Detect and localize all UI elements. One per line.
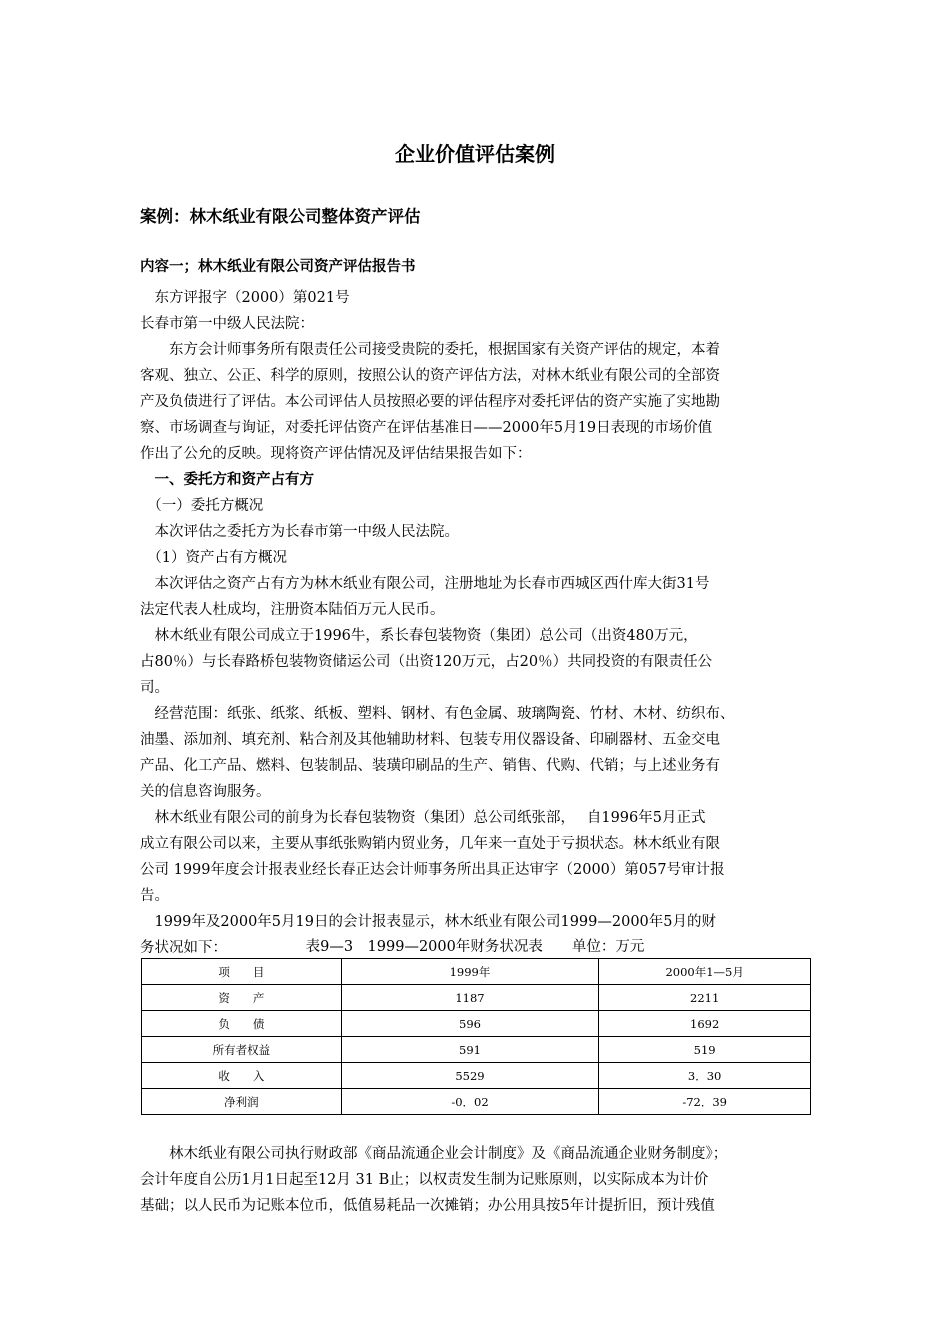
table-row [142,1063,811,1089]
table-cell: 资 产 [142,985,342,1011]
financial-table [141,958,811,1115]
paragraph-line: 产品、化工产品、燃料、包装制品、装璜印刷品的生产、销售、代购、代销；与上述业务有 [140,758,720,774]
table-cell: 2211 [599,985,811,1011]
report-number: 东方评报字（2000）第021号 [140,290,350,306]
table-cell: 所有者权益 [142,1037,342,1063]
table-header-cell: 项 目 [142,959,342,985]
table-cell: 1692 [599,1011,811,1037]
paragraph-line: 公司 1999年度会计报表业经长春正达会计师事务所出具正达审字（2000）第057号审计报 [140,862,725,878]
case-heading: 案例：林木纸业有限公司整体资产评估 [140,207,421,226]
paragraph-line: 本次评估之资产占有方为林木纸业有限公司，注册地址为长春市西城区西什库大街31号 [140,576,710,592]
paragraph-line: 作出了公允的反映。现将资产评估情况及评估结果报告如下： [140,446,532,462]
table-caption: 表9—3 1999—2000年财务状况表 单位：万元 [305,939,645,955]
paragraph-line: 占80％）与长春路桥包装物资储运公司（出资120万元，占20％）共同投资的有限责任公 [140,654,713,670]
subsection-heading: （一）委托方概况 [140,498,264,514]
table-cell: 591 [341,1037,599,1063]
paragraph-line: 客观、独立、公正、科学的原则，按照公认的资产评估方法，对林木纸业有限公司的全部资 [140,368,720,384]
report-body-bottom [140,1141,812,1219]
subsection-heading: （1）资产占有方概况 [140,550,287,566]
table-header-cell: 2000年1—5月 [599,959,811,985]
paragraph-line: 成立有限公司以来，主要从事纸张购销内贸业务，几年来一直处于亏损状态。林木纸业有限 [140,836,720,852]
paragraph-line: 林木纸业有限公司成立于1996牛，系长春包装物资（集团）总公司（出资480万元， [140,628,698,644]
paragraph-line: 基础；以人民币为记账本位币，低值易耗品一次摊销；办公用具按5年计提折旧，预计残值 [140,1198,715,1214]
table-cell: 收 入 [142,1063,342,1089]
paragraph-line: 东方会计师事务所有限责任公司接受贵院的委托，根据国家有关资产评估的规定，本着 [140,342,720,358]
table-cell: 负 债 [142,1011,342,1037]
addressee: 长春市第一中级人民法院： [140,316,314,332]
paragraph-line: 林木纸业有限公司执行财政部《商品流通企业会计制度》及《商品流通企业财务制度》； [140,1146,728,1162]
table-header-cell: 1999年 [341,959,599,985]
section-heading: 一、委托方和资产占有方 [140,472,314,488]
table-cell: 1187 [341,985,599,1011]
paragraph-line: 会计年度自公历1月1日起至12月 31 B止；以权责发生制为记账原则，以实际成本为计价 [140,1172,709,1188]
table-row [142,1089,811,1115]
paragraph-line: 林木纸业有限公司的前身为长春包装物资（集团）总公司纸张部， 自1996年5月正式 [140,810,706,826]
paragraph-line: 关的信息咨询服务。 [140,784,271,800]
content-heading: 内容一；林木纸业有限公司资产评估报告书 [140,259,416,275]
paragraph-line: 务状况如下： [140,940,227,956]
table-header-row [142,959,811,985]
paragraph-line: 本次评估之委托方为长春市第一中级人民法院。 [140,524,459,540]
report-body-top [140,285,812,961]
table-row [142,1037,811,1063]
paragraph-line: 司。 [140,680,169,696]
table-cell: 3．30 [599,1063,811,1089]
paragraph-line: 经营范围：纸张、纸浆、纸板、塑料、钢材、有色金属、玻璃陶瓷、竹材、木材、纺织布、 [140,706,735,722]
document-title: 企业价值评估案例 [395,142,555,166]
paragraph-line: 1999年及2000年5月19日的会计报表显示，林木纸业有限公司1999—2000年5月的财 [140,914,717,930]
table-cell: -72．39 [599,1089,811,1115]
table-cell: 净利润 [142,1089,342,1115]
paragraph-line: 告。 [140,888,169,904]
table-cell: 596 [341,1011,599,1037]
paragraph-line: 油墨、添加剂、填充剂、粘合剂及其他辅助材料、包装专用仪器设备、印刷器材、五金交电 [140,732,720,748]
table-row [142,1011,811,1037]
paragraph-line: 产及负债进行了评估。本公司评估人员按照必要的评估程序对委托评估的资产实施了实地勘 [140,394,720,410]
table-cell: 519 [599,1037,811,1063]
paragraph-line: 法定代表人杜成均，注册资本陆佰万元人民币。 [140,602,445,618]
table-cell: 5529 [341,1063,599,1089]
table-cell: -0．02 [341,1089,599,1115]
paragraph-line: 察、市场调查与询证，对委托评估资产在评估基准日——2000年5月19日表现的市场价值 [140,420,713,436]
table-row [142,985,811,1011]
